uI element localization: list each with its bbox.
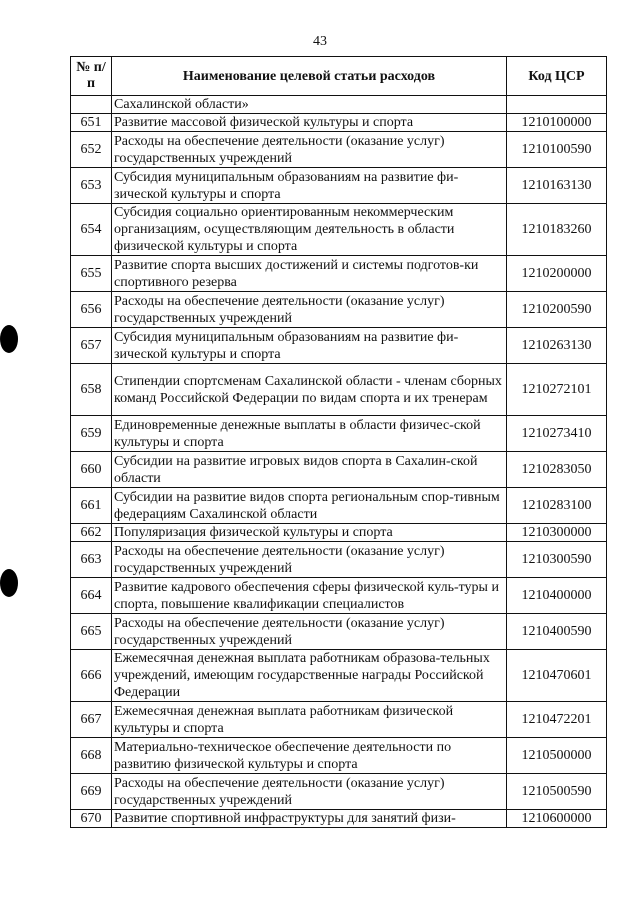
table-row xyxy=(71,650,607,702)
row-name: Субсидия муниципальным образованиям на развитие фи-зической культуры и спорта xyxy=(112,168,507,204)
row-code: 1210283050 xyxy=(507,452,607,488)
continuation-name: Сахалинской области» xyxy=(112,96,507,114)
row-name: Развитие спортивной инфраструктуры для занятий физи- xyxy=(112,810,507,828)
punch-hole-mark xyxy=(0,569,18,597)
row-number: 666 xyxy=(71,650,112,702)
table-row xyxy=(71,364,607,416)
row-number: 661 xyxy=(71,488,112,524)
continuation-row xyxy=(71,96,607,114)
row-code: 1210263130 xyxy=(507,328,607,364)
row-code: 1210472201 xyxy=(507,702,607,738)
row-name: Субсидия муниципальным образованиям на развитие фи-зической культуры и спорта xyxy=(112,328,507,364)
continuation-number xyxy=(71,96,112,114)
row-number: 668 xyxy=(71,738,112,774)
row-code: 1210163130 xyxy=(507,168,607,204)
row-code: 1210200000 xyxy=(507,256,607,292)
budget-classification-table xyxy=(70,56,607,828)
header-name: Наименование целевой статьи расходов xyxy=(112,57,507,96)
row-number: 659 xyxy=(71,416,112,452)
row-code: 1210272101 xyxy=(507,364,607,416)
header-number: № п/п xyxy=(71,57,112,96)
row-name: Расходы на обеспечение деятельности (оказание услуг) государственных учреждений xyxy=(112,292,507,328)
row-number: 656 xyxy=(71,292,112,328)
table-row xyxy=(71,774,607,810)
row-name: Развитие кадрового обеспечения сферы физической куль-туры и спорта, повышение квалификации специалистов xyxy=(112,578,507,614)
row-name: Расходы на обеспечение деятельности (оказание услуг) государственных учреждений xyxy=(112,774,507,810)
row-number: 663 xyxy=(71,542,112,578)
page-number: 43 xyxy=(313,34,327,49)
row-name: Развитие массовой физической культуры и спорта xyxy=(112,114,507,132)
table-row xyxy=(71,578,607,614)
row-number: 657 xyxy=(71,328,112,364)
row-code: 1210600000 xyxy=(507,810,607,828)
table-row xyxy=(71,132,607,168)
row-name: Популяризация физической культуры и спорта xyxy=(112,524,507,542)
row-name: Субсидии на развитие игровых видов спорта в Сахалин-ской области xyxy=(112,452,507,488)
table-row xyxy=(71,452,607,488)
row-code: 1210283100 xyxy=(507,488,607,524)
table-row xyxy=(71,614,607,650)
row-code: 1210300590 xyxy=(507,542,607,578)
table-row xyxy=(71,292,607,328)
row-code: 1210400590 xyxy=(507,614,607,650)
row-code: 1210500000 xyxy=(507,738,607,774)
row-number: 662 xyxy=(71,524,112,542)
row-name: Ежемесячная денежная выплата работникам физической культуры и спорта xyxy=(112,702,507,738)
row-number: 670 xyxy=(71,810,112,828)
table-row xyxy=(71,256,607,292)
row-name: Единовременные денежные выплаты в области физичес-ской культуры и спорта xyxy=(112,416,507,452)
header-code: Код ЦСР xyxy=(507,57,607,96)
table-row xyxy=(71,328,607,364)
row-number: 655 xyxy=(71,256,112,292)
table-header-row xyxy=(71,57,607,96)
row-number: 660 xyxy=(71,452,112,488)
row-number: 653 xyxy=(71,168,112,204)
row-code: 1210100590 xyxy=(507,132,607,168)
row-code: 1210500590 xyxy=(507,774,607,810)
row-name: Расходы на обеспечение деятельности (оказание услуг) государственных учреждений xyxy=(112,542,507,578)
row-code: 1210470601 xyxy=(507,650,607,702)
row-number: 658 xyxy=(71,364,112,416)
row-number: 667 xyxy=(71,702,112,738)
table-row xyxy=(71,488,607,524)
row-name: Субсидия социально ориентированным некоммерческим организациям, осуществляющим деятельность в области физической культуры и спорта xyxy=(112,204,507,256)
row-code: 1210300000 xyxy=(507,524,607,542)
row-name: Расходы на обеспечение деятельности (оказание услуг) государственных учреждений xyxy=(112,132,507,168)
row-number: 654 xyxy=(71,204,112,256)
row-code: 1210183260 xyxy=(507,204,607,256)
table-row xyxy=(71,542,607,578)
row-name: Расходы на обеспечение деятельности (оказание услуг) государственных учреждений xyxy=(112,614,507,650)
table-row xyxy=(71,114,607,132)
row-name: Материально-техническое обеспечение деятельности по развитию физической культуры и спорта xyxy=(112,738,507,774)
row-name: Стипендии спортсменам Сахалинской области - членам сборных команд Российской Федерации по видам спорта и их тренерам xyxy=(112,364,507,416)
row-number: 665 xyxy=(71,614,112,650)
table-row xyxy=(71,416,607,452)
row-name: Ежемесячная денежная выплата работникам образова-тельных учреждений, имеющим государственные награды Российской Федерации xyxy=(112,650,507,702)
table-row xyxy=(71,204,607,256)
row-name: Субсидии на развитие видов спорта региональным спор-тивным федерациям Сахалинской области xyxy=(112,488,507,524)
table-row xyxy=(71,702,607,738)
table-row xyxy=(71,810,607,828)
row-code: 1210400000 xyxy=(507,578,607,614)
table-row xyxy=(71,168,607,204)
table-row xyxy=(71,738,607,774)
row-code: 1210100000 xyxy=(507,114,607,132)
row-number: 652 xyxy=(71,132,112,168)
row-name: Развитие спорта высших достижений и системы подготов-ки спортивного резерва xyxy=(112,256,507,292)
row-code: 1210200590 xyxy=(507,292,607,328)
row-number: 651 xyxy=(71,114,112,132)
table-row xyxy=(71,524,607,542)
row-number: 664 xyxy=(71,578,112,614)
continuation-code xyxy=(507,96,607,114)
row-code: 1210273410 xyxy=(507,416,607,452)
row-number: 669 xyxy=(71,774,112,810)
punch-hole-mark xyxy=(0,325,18,353)
